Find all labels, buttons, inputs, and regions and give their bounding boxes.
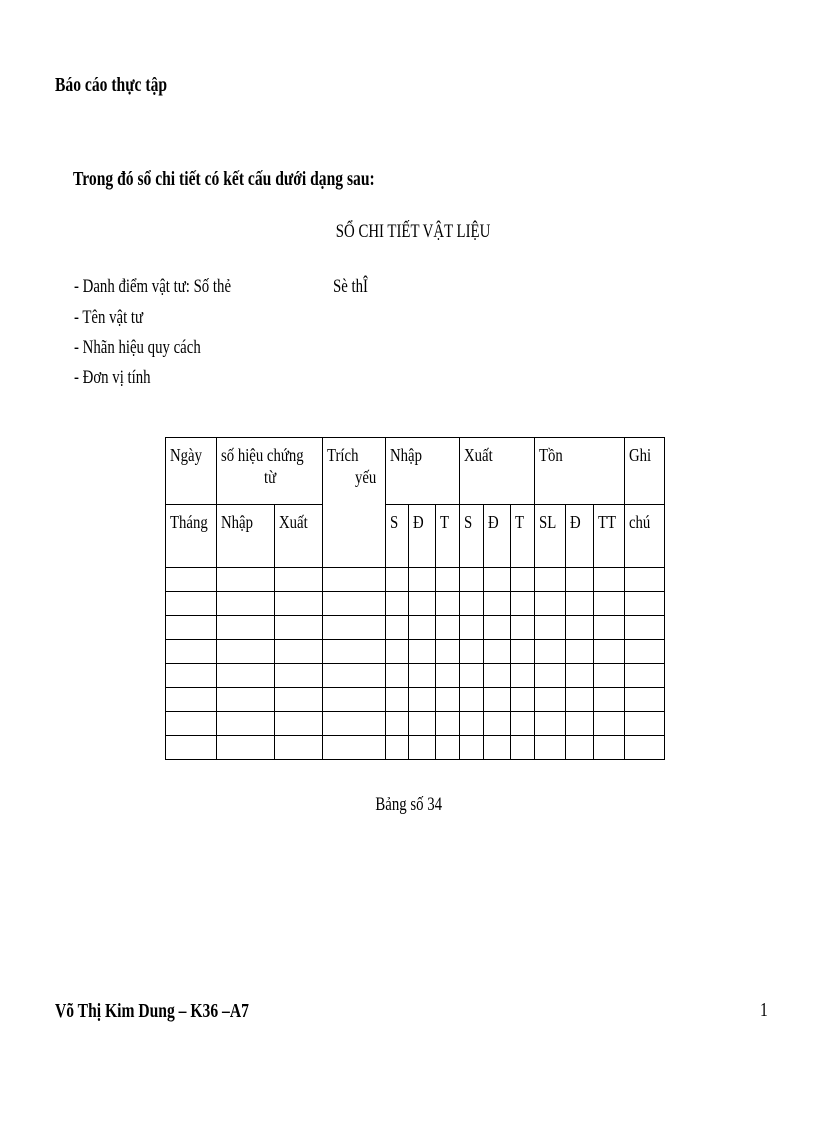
- header-ton-tt: TT: [593, 505, 624, 568]
- header-thang: Tháng: [166, 505, 217, 568]
- header-ghi: Ghi: [624, 438, 664, 505]
- header-ngay: Ngày: [166, 438, 217, 505]
- table-row: [166, 712, 665, 736]
- table-row: [166, 592, 665, 616]
- table-header-row: [166, 438, 665, 505]
- footer-author: Võ Thị Kim Dung – K36 –A7: [55, 1000, 249, 1022]
- ledger-title: SỔ CHI TIẾT VẬT LIỆU: [335, 221, 491, 242]
- table-row: [166, 664, 665, 688]
- page-header: Báo cáo thực tập: [55, 74, 168, 96]
- header-ct-nhap: Nhập: [216, 505, 274, 568]
- header-nhap-s: S: [385, 505, 408, 568]
- intro-text: Trong đó sổ chi tiết có kết cấu dưới dạng sau:: [73, 168, 375, 190]
- field-material-name: - Tên vật tư: [74, 307, 144, 328]
- header-ton: Tồn: [534, 438, 624, 505]
- header-nhap-d: Đ: [408, 505, 435, 568]
- table-caption: Bảng số 34: [375, 794, 443, 815]
- table-row: [166, 688, 665, 712]
- header-nhap-t: T: [435, 505, 459, 568]
- header-nhap: Nhập: [385, 438, 459, 505]
- header-chu: chú: [624, 505, 664, 568]
- header-trich-yeu: Trích yếu: [322, 438, 385, 568]
- table-subheader-row: [166, 505, 665, 568]
- header-ton-sl: SL: [534, 505, 565, 568]
- header-xuat-t: T: [510, 505, 534, 568]
- table-row: [166, 568, 665, 592]
- field-unit: - Đơn vị tính: [74, 367, 151, 388]
- table-row: [166, 736, 665, 760]
- field-material-code: - Danh điểm vật tư: Số thẻ: [74, 276, 232, 297]
- page-number: 1: [760, 999, 768, 1021]
- ledger-table: [165, 437, 665, 760]
- field-material-code-value: Sè thÎ: [333, 276, 368, 297]
- table-row: [166, 640, 665, 664]
- header-ton-d: Đ: [565, 505, 593, 568]
- field-specification: - Nhãn hiệu quy cách: [74, 337, 201, 358]
- table-row: [166, 616, 665, 640]
- header-so-hieu: số hiệu chứng từ: [216, 438, 322, 505]
- header-xuat-s: S: [459, 505, 483, 568]
- header-ct-xuat: Xuất: [275, 505, 322, 568]
- header-xuat-d: Đ: [483, 505, 510, 568]
- header-xuat: Xuất: [459, 438, 534, 505]
